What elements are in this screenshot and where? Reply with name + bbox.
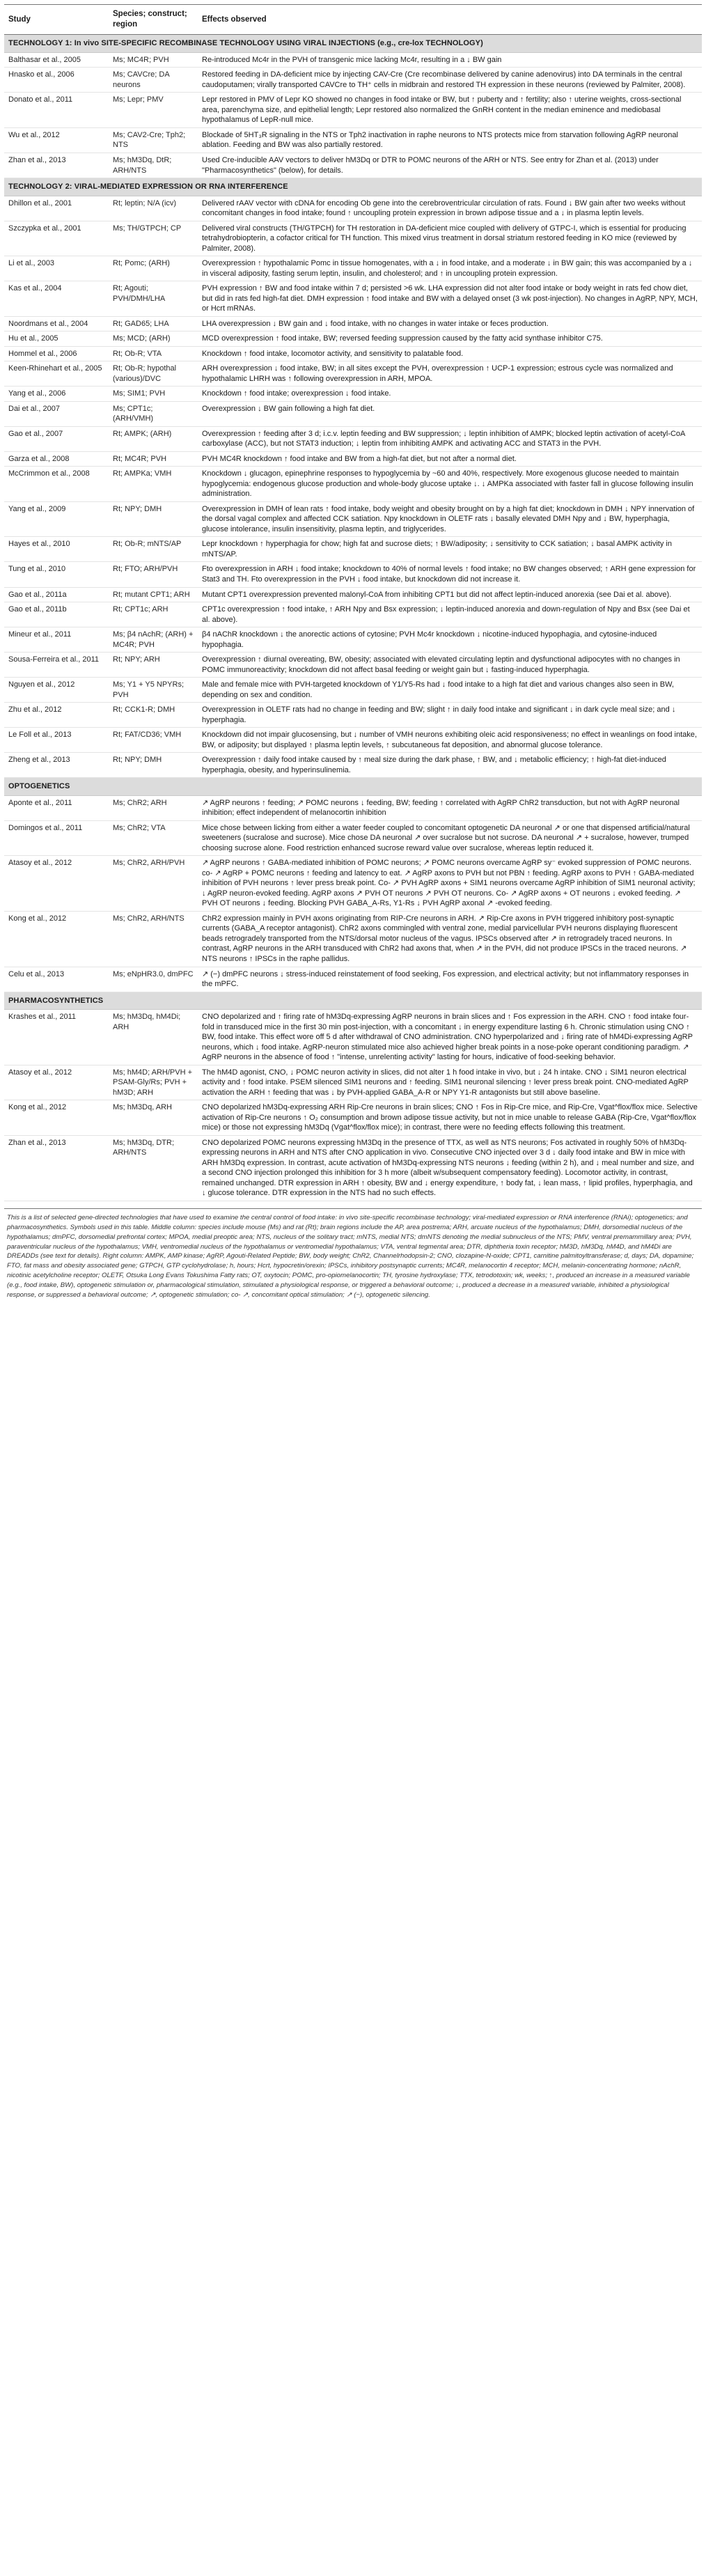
study-cell: Tung et al., 2010	[4, 562, 109, 587]
species-cell: Ms; hM3Dq, DTR; ARH/NTS	[109, 1135, 198, 1201]
study-cell: McCrimmon et al., 2008	[4, 467, 109, 502]
study-cell: Kong et al., 2012	[4, 911, 109, 967]
section-title: OPTOGENETICS	[4, 778, 702, 796]
table-row	[4, 196, 702, 221]
species-cell: Ms; Lepr; PMV	[109, 93, 198, 128]
study-cell: Noordmans et al., 2004	[4, 316, 109, 331]
species-cell: Rt; leptin; N/A (icv)	[109, 196, 198, 221]
table-row	[4, 1100, 702, 1136]
species-cell: Ms; MC4R; PVH	[109, 52, 198, 68]
table-row	[4, 1135, 702, 1201]
species-cell: Rt; AMPKa; VMH	[109, 467, 198, 502]
study-cell: Balthasar et al., 2005	[4, 52, 109, 68]
species-cell: Rt; GAD65; LHA	[109, 316, 198, 331]
study-cell: Zheng et al., 2013	[4, 753, 109, 778]
section-header-row	[4, 35, 702, 53]
study-cell: Hu et al., 2005	[4, 331, 109, 347]
study-cell: Dhillon et al., 2001	[4, 196, 109, 221]
effects-cell: Overexpression in DMH of lean rats ↑ food intake, body weight and obesity brought on by a high fat diet; knockdown in DMH ↓ NPY innervation of the dorsal vagal complex and affected CCK satiation. Npy knockdown in OLETF rats ↓ basally elevated DMH Npy and ↓ BW, hyperphagia, glucose intolerance, insulin insensitivity, plasma leptin, and triglycerides.	[198, 501, 702, 537]
effects-cell: Blockade of 5HT₃R signaling in the NTS or Tph2 inactivation in raphe neurons to NTS protects mice from starvation following AgRP neuronal ablation. Feeding and BW was also partially restored.	[198, 127, 702, 153]
table-row	[4, 467, 702, 502]
study-cell: Keen-Rhinehart et al., 2005	[4, 361, 109, 387]
section-title: PHARMACOSYNTHETICS	[4, 992, 702, 1010]
study-cell: Yang et al., 2006	[4, 387, 109, 402]
study-cell: Krashes et al., 2011	[4, 1010, 109, 1065]
species-cell: Ms; ChR2; VTA	[109, 820, 198, 856]
table-header	[4, 5, 702, 35]
table-row	[4, 728, 702, 753]
effects-cell: Mice chose between licking from either a water feeder coupled to concomitant optogenetic DA neuronal ↗ or one that dispensed artificial/natural sweeteners (sucralose and sucrose). Mice chose DA neuronal ↗ over sucralose but not sucrose. DA neuronal ↗ + sucralose, however, trumped choosing sucrose alone. Food restriction enhanced sucrose reward value over sucralose, whereas leptin reduced it.	[198, 820, 702, 856]
species-cell: Rt; NPY; DMH	[109, 501, 198, 537]
table-row	[4, 346, 702, 361]
study-cell: Dai et al., 2007	[4, 401, 109, 426]
species-cell: Rt; MC4R; PVH	[109, 451, 198, 467]
species-cell: Ms; CPT1c; (ARH/VMH)	[109, 401, 198, 426]
table-row	[4, 537, 702, 562]
header-species: Species; construct; region	[109, 5, 198, 35]
study-cell: Zhan et al., 2013	[4, 153, 109, 178]
section-header-row	[4, 778, 702, 796]
species-cell: Ms; eNpHR3.0, dmPFC	[109, 967, 198, 992]
effects-cell: Re-introduced Mc4r in the PVH of transgenic mice lacking Mc4r, resulting in a ↓ BW gain	[198, 52, 702, 68]
table-row	[4, 331, 702, 347]
species-cell: Rt; CPT1c; ARH	[109, 602, 198, 627]
header-effects: Effects observed	[198, 5, 702, 35]
effects-cell: Overexpression ↑ feeding after 3 d; i.c.v. leptin feeding and BW suppression; ↓ leptin inhibition of AMPK; blocked leptin activation of acetyl-CoA carboxylase (ACC), but not STAT3 induction; ↓ leptin from inhibiting AMPK and activating ACC and STAT3 in the PVH.	[198, 426, 702, 451]
table-row	[4, 256, 702, 281]
species-cell: Rt; AMPK; (ARH)	[109, 426, 198, 451]
effects-cell: The hM4D agonist, CNO, ↓ POMC neuron activity in slices, did not alter 1 h food intake in vivo, but ↓ 24 h intake. CNO ↓ SIM1 neuron electrical activity and ↑ food intake. PSEM silenced SIM1 neurons and ↑ feeding. SIM1 neuronal silencing ↑ lever press break point. CNO-mediated AgRP activation the ARH ↑ feeding that was ↓ by PVH-applied GABA_A-R or NPY Y1-R antagonists but still above baseline.	[198, 1065, 702, 1100]
effects-cell: Knockdown ↑ food intake, locomotor activity, and sensitivity to palatable food.	[198, 346, 702, 361]
table-row	[4, 602, 702, 627]
study-cell: Wu et al., 2012	[4, 127, 109, 153]
study-cell: Mineur et al., 2011	[4, 627, 109, 653]
species-cell: Rt; Ob-R; mNTS/AP	[109, 537, 198, 562]
species-cell: Rt; FAT/CD36; VMH	[109, 728, 198, 753]
effects-cell: Delivered viral constructs (TH/GTPCH) for TH restoration in DA-deficient mice coupled with delivery of GTPC-I, which is essential for producing tetrahydrobiopterin, a cofactor critical for TH function. This mixed virus treatment in dorsal striatum restored feeding in KO mice (reviewed by Palmiter, 2008).	[198, 221, 702, 256]
study-cell: Celu et al., 2013	[4, 967, 109, 992]
study-cell: Gao et al., 2011a	[4, 587, 109, 602]
species-cell: Ms; ChR2; ARH	[109, 795, 198, 820]
species-cell: Ms; hM3Dq, hM4Di; ARH	[109, 1010, 198, 1065]
table-row	[4, 1065, 702, 1100]
effects-cell: ↗ AgRP neurons ↑ feeding; ↗ POMC neurons ↓ feeding, BW; feeding ↑ correlated with AgRP ChR2 transduction, but not with AgRP neuronal inhibition; effect independent of melanocortin inhibition	[198, 795, 702, 820]
study-cell: Kas et al., 2004	[4, 281, 109, 317]
table-row	[4, 68, 702, 93]
effects-cell: MCD overexpression ↑ food intake, BW; reversed feeding suppression caused by the fatty acid synthase inhibitor C75.	[198, 331, 702, 347]
study-cell: Atasoy et al., 2012	[4, 856, 109, 912]
species-cell: Rt; Ob-R; VTA	[109, 346, 198, 361]
table-row	[4, 653, 702, 678]
effects-cell: Overexpression ↑ daily food intake caused by ↑ meal size during the dark phase, ↑ BW, and ↓ metabolic efficiency; ↑ high-fat diet-induced hyperphagia, obesity, and hyperinsulinemia.	[198, 753, 702, 778]
table-row	[4, 426, 702, 451]
species-cell: Ms; β4 nAchR; (ARH) + MC4R; PVH	[109, 627, 198, 653]
effects-cell: Knockdown ↑ food intake; overexpression ↓ food intake.	[198, 387, 702, 402]
effects-cell: PVH MC4R knockdown ↑ food intake and BW from a high-fat diet, but not after a normal diet.	[198, 451, 702, 467]
header-study: Study	[4, 5, 109, 35]
effects-cell: ↗ (−) dmPFC neurons ↓ stress-induced reinstatement of food seeking, Fos expression, and electrical activity; but not inflammatory responses in the mPFC.	[198, 967, 702, 992]
table-row	[4, 820, 702, 856]
table-row	[4, 795, 702, 820]
effects-cell: CNO depolarized POMC neurons expressing hM3Dq in the presence of TTX, as well as NTS neurons; Fos activated in roughly 50% of hM3Dq-expressing neurons in ARH and NTS after CNO application in vivo. Consecutive CNO injected over 3 d ↓ daily food intake and BW in mice with ARH hM3Dq expression. In contrast, acute activation of hM3Dq-expressing NTS neurons ↓ feeding (within 2 h), and ↓ meal number and size, and a second CNO injection prolonged this inhibition for 3 h more (albeit w/subsequent compensatory feeding). Locomotor activity, in contrast, remained unchanged. DTR expression in ARH ↑ obesity, BW and ↓ energy expenditure, ↑ body fat, ↓ lean mass, ↑ lipid profiles, hyperphagia, and ↓ glucose tolerance. DTR expression in the NTS had no such effects.	[198, 1135, 702, 1201]
species-cell: Ms; CAVCre; DA neurons	[109, 68, 198, 93]
species-cell: Ms; hM4D; ARH/PVH + PSAM-Gly/Rs; PVH + hM3D; ARH	[109, 1065, 198, 1100]
table-header-row	[4, 5, 702, 35]
study-cell: Le Foll et al., 2013	[4, 728, 109, 753]
species-cell: Ms; Y1 + Y5 NPYRs; PVH	[109, 678, 198, 703]
species-cell: Ms; SIM1; PVH	[109, 387, 198, 402]
table-row	[4, 562, 702, 587]
effects-cell: ARH overexpression ↓ food intake, BW; in all sites except the PVH, overexpression ↑ UCP-1 expression; estrous cycle was normalized and hypothalamic LHRH was ↑ following overexpression in ARH, MPOA.	[198, 361, 702, 387]
study-cell: Sousa-Ferreira et al., 2011	[4, 653, 109, 678]
table-row	[4, 587, 702, 602]
effects-cell: Delivered rAAV vector with cDNA for encoding Ob gene into the cerebroventricular circulation of rats. Found ↓ BW gain after two weeks without concomitant changes in food intake; found ↑ uncoupling protein expression in brown adipose tissue and a ↓ in plasma leptin levels.	[198, 196, 702, 221]
table-row	[4, 316, 702, 331]
table-row	[4, 281, 702, 317]
study-cell: Li et al., 2003	[4, 256, 109, 281]
effects-cell: Overexpression ↓ BW gain following a high fat diet.	[198, 401, 702, 426]
species-cell: Rt; Ob-R; hypothal (various)/DVC	[109, 361, 198, 387]
table-row	[4, 127, 702, 153]
effects-cell: Knockdown ↓ glucagon, epinephrine responses to hypoglycemia by ~60 and 40%, respectively. More exogenous glucose needed to maintain hypoglycemia: endogenous glucose production and whole-body glucose uptake ↓. ↓ AMPKa associated with faster fall in glucose following insulin administration.	[198, 467, 702, 502]
table-row	[4, 753, 702, 778]
effects-cell: PVH expression ↑ BW and food intake within 7 d; persisted >6 wk. LHA expression did not alter food intake or body weight in rats fed chow diet, but did in rats fed high-fat diet. DMH expression ↑ food intake and BW with a delayed onset (3 wk post-injection). No changes in AgRP, NPY, MCH, or Hcrt mRNAs.	[198, 281, 702, 317]
table-body	[4, 35, 702, 1201]
table-row	[4, 967, 702, 992]
species-cell: Ms; CAV2-Cre; Tph2; NTS	[109, 127, 198, 153]
effects-cell: CNO depolarized hM3Dq-expressing ARH Rip-Cre neurons in brain slices; CNO ↑ Fos in Rip-Cre mice, and Rip-Cre, Vgat^flox/flox mice. Selective activation of Rip-Cre neurons ↑ O₂ consumption and brown adipose tissue activity, but not in mice unable to release GABA (Rip-Cre, Vgat^flox/flox mice) or those not expressing hM3Dq (Vgat^flox/flox mice); in contrast, there were no feeding effects following this treatment.	[198, 1100, 702, 1136]
study-cell: Gao et al., 2007	[4, 426, 109, 451]
study-cell: Aponte et al., 2011	[4, 795, 109, 820]
effects-cell: Fto overexpression in ARH ↓ food intake; knockdown to 40% of normal levels ↑ food intake; no BW changes observed; ↑ ARH gene expression for Stat3 and TH. Fto overexpression in the PVH ↓ food intake, but knockdown did not increase it.	[198, 562, 702, 587]
table-row	[4, 1010, 702, 1065]
study-cell: Zhu et al., 2012	[4, 703, 109, 728]
section-header-row	[4, 992, 702, 1010]
study-cell: Zhan et al., 2013	[4, 1135, 109, 1201]
table-row	[4, 153, 702, 178]
effects-cell: Lepr knockdown ↑ hyperphagia for chow; high fat and sucrose diets; ↑ BW/adiposity; ↓ sensitivity to CCK satiation; ↓ basal AMPK activity in mNTS/AP.	[198, 537, 702, 562]
species-cell: Ms; hM3Dq, ARH	[109, 1100, 198, 1136]
study-cell: Domingos et al., 2011	[4, 820, 109, 856]
section-title: TECHNOLOGY 1: In vivo SITE-SPECIFIC RECOMBINASE TECHNOLOGY USING VIRAL INJECTIONS (e.g., cre-lox TECHNOLOGY)	[4, 35, 702, 53]
species-cell: Ms; MCD; (ARH)	[109, 331, 198, 347]
study-cell: Donato et al., 2011	[4, 93, 109, 128]
species-cell: Ms; ChR2, ARH/NTS	[109, 911, 198, 967]
effects-cell: Mutant CPT1 overexpression prevented malonyl-CoA from inhibiting CPT1 but did not affect leptin-induced anorexia (see Dai et al. above).	[198, 587, 702, 602]
effects-cell: ↗ AgRP neurons ↑ GABA-mediated inhibition of POMC neurons; ↗ POMC neurons overcame AgRP sy⁻ evoked suppression of POMC neurons. co- ↗ AgRP + POMC neurons ↑ feeding and latency to eat. ↗ AgRP axons to PVH but not PBN ↑ feeding. AgRP axons to PVH ↑ GABA-mediated inhibition of PVH neurons ↑ lever press break point. Co- ↗ PVH AgRP axons + SIM1 neurons overcame AgRP inhibition of SIM1 neuronal activity; ↓ AgRP neuron-evoked feeding. AgRP axons ↗ PVH OT neurons ↗ PVH OT neurons. Co- ↗ AgRP axons + OT neurons ↓ evoked feeding. ↗ PVH OT neurons ↓ feeding. Blocking PVH GABA_A-Rs, Y1-Rs ↓ PVH AgRP axonal ↗ -evoked feeding.	[198, 856, 702, 912]
section-title: TECHNOLOGY 2: VIRAL-MEDIATED EXPRESSION OR RNA INTERFERENCE	[4, 178, 702, 196]
study-cell: Garza et al., 2008	[4, 451, 109, 467]
table-row	[4, 856, 702, 912]
table-row	[4, 703, 702, 728]
species-cell: Ms; ChR2, ARH/PVH	[109, 856, 198, 912]
species-cell: Rt; Agouti; PVH/DMH/LHA	[109, 281, 198, 317]
species-cell: Ms; TH/GTPCH; CP	[109, 221, 198, 256]
effects-cell: Male and female mice with PVH-targeted knockdown of Y1/Y5-Rs had ↓ food intake to a high fat diet and various changes also seen in BW, depending on sex and condition.	[198, 678, 702, 703]
effects-cell: Restored feeding in DA-deficient mice by injecting CAV-Cre (Cre recombinase delivered by canine adenovirus) into DA terminals in the central caudoputamen; virally transported CAVCre to TH⁺ cells in midbrain and restored TH expression in these neurons (reviewed by Palmiter, 2008).	[198, 68, 702, 93]
study-cell: Atasoy et al., 2012	[4, 1065, 109, 1100]
species-cell: Rt; FTO; ARH/PVH	[109, 562, 198, 587]
study-cell: Hommel et al., 2006	[4, 346, 109, 361]
table-row	[4, 501, 702, 537]
table-row	[4, 627, 702, 653]
effects-cell: CPT1c overexpression ↑ food intake, ↑ ARH Npy and Bsx expression; ↓ leptin-induced anorexia and down-regulation of Npy and Bsx (see Dai et al. above).	[198, 602, 702, 627]
effects-cell: Overexpression ↑ diurnal overeating, BW, obesity; associated with elevated circulating leptin and dysfunctional adipocytes with no changes in POMC immunoreactivity; knockdown did not affect basal feeding or weight gain but ↓ fasting-induced hyperphagia.	[198, 653, 702, 678]
study-cell: Kong et al., 2012	[4, 1100, 109, 1136]
study-cell: Nguyen et al., 2012	[4, 678, 109, 703]
table-row	[4, 221, 702, 256]
effects-cell: Lepr restored in PMV of Lepr KO showed no changes in food intake or BW, but ↑ puberty and ↑ fertility; also ↑ uterine weights, cross-sectional area, parenchyma size, and epithelial length; Lepr restored also normalized the GnRH content in the median eminence and mediobasal hypothalamus of LepR-null mice.	[198, 93, 702, 128]
section-header-row	[4, 178, 702, 196]
table-row	[4, 401, 702, 426]
effects-cell: β4 nAChR knockdown ↓ the anorectic actions of cytosine; PVH Mc4r knockdown ↓ nicotine-induced hypophagia, and cytosine-induced hypophagia.	[198, 627, 702, 653]
table-row	[4, 361, 702, 387]
species-cell: Rt; NPY; ARH	[109, 653, 198, 678]
effects-cell: CNO depolarized and ↑ firing rate of hM3Dq-expressing AgRP neurons in brain slices and ↑ Fos expression in the ARH. CNO ↑ food intake four-fold in transduced mice in the first 30 min post-injection, with a concomitant ↓ in energy expenditure lasting 6 h. Chronic stimulation using CNO ↑ BW, food intake. This effect wore off 5 d after withdrawal of CNO administration. CNO hyperpolarized and ↓ firing rate of hM4Di-expressing AgRP neurons, which ↓ food intake. AgRP-neuron stimulated mice also achieved higher break points in a nose-poke operant conditioning paradigm. ↗ AgRP neurons in the absence of food ↑ "intense, unrelenting activity" lasting for hours, indicative of food-seeking behavior.	[198, 1010, 702, 1065]
species-cell: Rt; Pomc; (ARH)	[109, 256, 198, 281]
study-cell: Yang et al., 2009	[4, 501, 109, 537]
table-row	[4, 911, 702, 967]
species-cell: Ms; hM3Dq, DtR; ARH/NTS	[109, 153, 198, 178]
effects-cell: ChR2 expression mainly in PVH axons originating from RIP-Cre neurons in ARH. ↗ Rip-Cre axons in PVH triggered inhibitory post-synaptic currents (GABA_A receptor antagonist). ChR2 axons commingled with ventral zone, medial parvicellular PVH neurons displaying fluorescent beads retrogradely transported from the NTS/dorsal motor nucleus of the vagus. IPSCs observed after ↗ in retrogradely traced neurons. In contrast, AgRP neurons in the ARH transduced with ChR2 had axons that, when ↗ in the PVH, did not produce IPSCs in the traced neurons. ↗ NTS neurons ↑ IPSCs in the raphe pallidus.	[198, 911, 702, 967]
table-row	[4, 93, 702, 128]
study-cell: Szczypka et al., 2001	[4, 221, 109, 256]
table-row	[4, 52, 702, 68]
study-cell: Gao et al., 2011b	[4, 602, 109, 627]
table-row	[4, 678, 702, 703]
table-row	[4, 451, 702, 467]
technologies-table	[4, 4, 702, 1201]
table-row	[4, 387, 702, 402]
table-footnote: This is a list of selected gene-directed technologies that have used to examine the central control of food intake: in vivo site-specific recombinase technology; viral-mediated expression or RNA interference (RNAi); optogenetics; and pharmacosynthetics. Symbols used in this table. Middle column: species include mouse (Ms) and rat (Rt); brain regions include the AP, area postrema; ARH, arcuate nucleus of the hypothalamus; DMH, dorsomedial nucleus of the hypothalamus; dmPFC, dorsomedial prefrontal cortex; MPOA, medial preoptic area; NTS, nucleus of the solitary tract; mNTS, medial NTS; dmNTS denoting the medial subnucleus of the NTS; PMV, ventral premammillary area; PVH, paraventricular nucleus of the hypothalamus; VMH, ventromedial nucleus of the hypothalamus or ventromedial hypothalamus; VTA, ventral tegmental area; DTR, diphtheria toxin receptor; hM3D, hM3Dq, hM4D, and hM4Di are DREADDs (see text for details). Right column: AMPK, AMP kinase; AgRP, Agouti-Related Peptide; BW, body weight; ChR2, Channelrhodopsin-2; CNO, clozapine-N-oxide; CPT1, carnitine palmitoyltransferase; d, days; DA, dopamine; FTO, fat mass and obesity associated gene; GTPCH, GTP cyclohydrolase; h, hours; Hcrt, hypocretin/orexin; IPSCs, inhibitory postsynaptic currents; MC4R, melanocortin 4 receptor; MCH, melanin-concentrating hormone; nAchR, nicotinic acetylcholine receptor; OLETF, Otsuka Long Evans Tokushima Fatty rats; OT, oxytocin; POMC, pro-opiomelanocortin; TH, tyrosine hydroxylase; TTX, tetrodotoxin; wk, weeks; ↑, produced an increase in a measured variable (e.g., food intake, BW), optogenetic stimulation or, pharmacological stimulation, stimulated a physiological response, or triggered a behavioral outcome; ↓, produced a decrease in a measured variable, inhibited a physiological response, or suppressed a behavioral outcome; ↗, optogenetic stimulation; co- ↗, concomitant optical stimulation; ↗ (−), optogenetic silencing.	[4, 1208, 702, 1300]
study-cell: Hayes et al., 2010	[4, 537, 109, 562]
study-cell: Hnasko et al., 2006	[4, 68, 109, 93]
species-cell: Rt; mutant CPT1; ARH	[109, 587, 198, 602]
effects-cell: Overexpression in OLETF rats had no change in feeding and BW; slight ↑ in daily food intake and significant ↓ in dark cycle meal size; and ↓ hyperphagia.	[198, 703, 702, 728]
species-cell: Rt; CCK1-R; DMH	[109, 703, 198, 728]
effects-cell: Overexpression ↑ hypothalamic Pomc in tissue homogenates, with a ↓ in food intake, and a moderate ↓ in BW gain; this was accompanied by a ↓ in visceral adiposity, fasting serum leptin, insulin, and cholesterol; and ↑ in uncoupling protein expression.	[198, 256, 702, 281]
effects-cell: Used Cre-inducible AAV vectors to deliver hM3Dq or DTR to POMC neurons of the ARH or NTS. See entry for Zhan et al. (2013) under "Pharmacosynthetics" (below), for details.	[198, 153, 702, 178]
effects-cell: LHA overexpression ↓ BW gain and ↓ food intake, with no changes in water intake or feces production.	[198, 316, 702, 331]
effects-cell: Knockdown did not impair glucosensing, but ↓ number of VMH neurons exhibiting oleic acid responsiveness; no effect in weanlings on food intake, BW, or adiposity; but displayed ↑ plasma leptin levels, ↑ subcutaneous fat deposition, and abnormal glucose tolerance.	[198, 728, 702, 753]
species-cell: Rt; NPY; DMH	[109, 753, 198, 778]
